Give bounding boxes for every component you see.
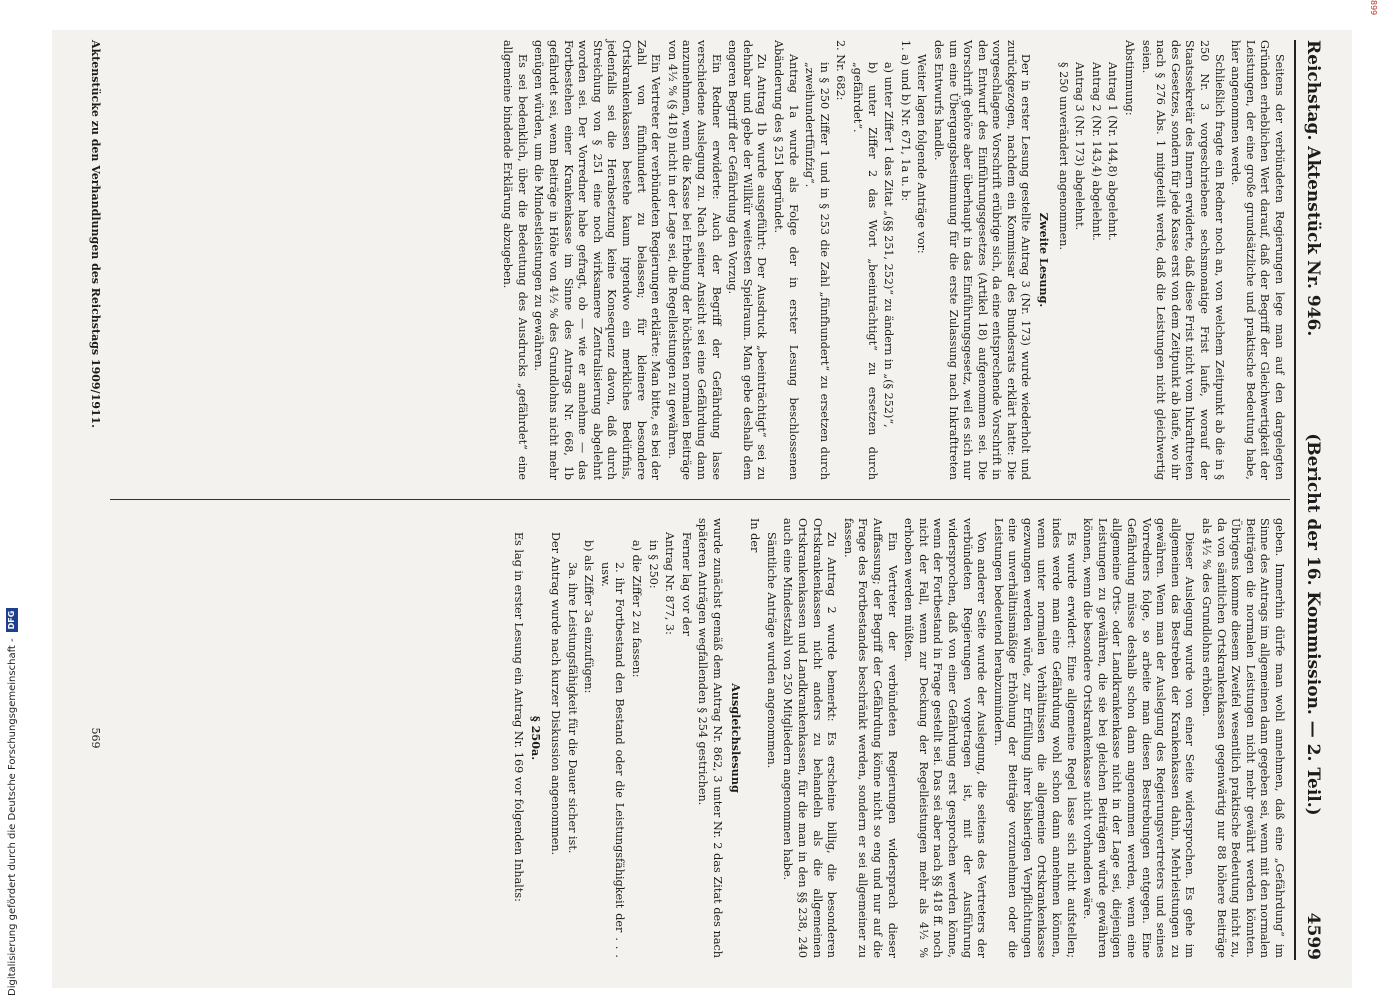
footer-left [89, 40, 102, 480]
dfg-logo: DFG [6, 608, 18, 633]
vote-line: Antrag 3 (Nr. 173) abgelehnt. [1073, 62, 1087, 231]
paragraph: Weiter lagen folgende Anträge vor: [915, 54, 929, 254]
list-item: 1. a) und b) Nr. 671, 1a u. b: [898, 40, 912, 202]
signature-number: 569 [89, 727, 102, 749]
section-heading: § 250a. [529, 715, 544, 761]
paragraph: Ein Vertreter der verbündeten Regierungen erklärte: Man bitte, es bei der Zahl von fünfhundert zu belassen; für kleinere besondere Ortskrankenkassen bestehe kaum irgendwo ein merkliches Bedürfnis, jedenfalls sei die Herabsetzung keine Konsequenz davon, daß durch Streichung von § 251 eine noch wirksamere Zentralisierung abgelehnt worden sei. Der Vorredner habe gefragt, ob — wie er annehme — das Fortbestehen einer Krankenkasse im Sinne des Antrags Nr. 668, 1b gefährdet sei, wenn Beiträge in Höhe von 4½ % des Grundlohns nicht mehr genügen würden, um die Mindestleistungen zu gewähren. [532, 40, 663, 480]
header-mid: (Bericht der 16. Kommission. — 2. Teil.) [1303, 433, 1323, 816]
section-heading: Ausgleichslesung [728, 683, 743, 793]
list-item: 2. Nr. 682: [834, 40, 848, 101]
paragraph: Antrag 1a wurde als Folge der in erster Lesung beschlossenen Abänderung des § 251 begründet. [772, 40, 800, 480]
paragraph: Seitens der verbündeten Regierungen lege man auf den dargelegten Gründen erheblichen Wert darauf, daß der Begriff der Gleichwertigkeit der Leistungen, der eine große grundsätzliche und praktische Bedeutung habe, hier angenommen werde. [1229, 40, 1286, 480]
paragraph: Sämtliche Anträge wurden angenommen. [764, 532, 778, 769]
section-heading: Zweite Lesung. [1037, 212, 1052, 308]
paragraph: Es sei bedenklich, über die Bedeutung des Ausdrucks „gefährdet“ eine allgemeine bindende Erklärung abzugeben. [501, 40, 529, 480]
paragraph: Es lag in erster Lesung ein Antrag Nr. 169 vor folgenden Inhalts: [511, 532, 525, 902]
paragraph: In der [748, 518, 762, 553]
paragraph: Zu Antrag 2 wurde bemerkt: Es erscheine billig, die besonderen Ortskrankenkassen nicht anders zu behandeln als die allgemeinen Ortskrankenkassen und Landkrankenkassen, für die man in den §§ 238, 240 auch eine Mindestzahl von 250 Mitgliedern angenommen habe. [781, 518, 839, 958]
list-item: 3a. ihre Leistungsfähigkeit für die Dauer sicher ist. [565, 562, 579, 854]
vote-line: § 250 unverändert angenommen. [1056, 62, 1070, 251]
list-item: 2. ihr Fortbestand den Bestand oder die Leistungsfähigkeit der . . . usw. [598, 562, 627, 958]
digitization-credit-strip [4, 20, 20, 996]
list-item: a) die Ziffer 2 zu fassen: [630, 540, 644, 678]
page-tag: 899 [1369, 0, 1378, 16]
paragraph: Antrag Nr. 877, 3: [663, 532, 677, 635]
list-item: b) unter Ziffer 2 das Wort „beeinträchtigt“ zu ersetzen durch „gefährdet“. [850, 62, 879, 480]
footer-right [89, 518, 102, 958]
header-left: Reichstag. Aktenstück Nr. 946. [1303, 40, 1323, 337]
paragraph: Von anderer Seite wurde der Auslegung, die seitens des Vertreters der verbündeten Regierungen vorgetragen ist, mit der Ausführung widersprochen, daß von einer Gefährdung erst gesprochen werden könne, wenn der Fortbestand in Frage gestellt sei. Das sei aber nach §§ 418 ff. noch nicht der Fall, wenn zur Deckung der Regelleistungen mehr als 4½ % erhoben werden müßten. [902, 518, 989, 958]
page-number: 4599 [1303, 912, 1323, 960]
list-item: b) als Ziffer 3a einzufügen: [582, 540, 596, 694]
paragraph: Es wurde erwidert: Eine allgemeine Regel lasse sich nicht aufstellen; indes werde man eine Gefährdung wohl schon dann annehmen können, wenn unter normalen Verhältnissen die allgemeine Ortskrankenkasse gezwungen werden würde, zur Erfüllung ihrer bisherigen Verpflichtungen eine unverhältnismäßige Erhöhung der Beiträge vorzunehmen oder die Leistungen bedeutend herabzumindern. [991, 518, 1078, 958]
left-column [498, 40, 1286, 480]
paragraph: Ein Vertreter der verbündeten Regierungen widersprach dieser Auffassung; der Begriff der Gefährdung könne nicht so eng und nur auf die Frage des Fortbestandes beschränkt werden, sondern er sei allgemeiner zu fassen. [841, 518, 899, 958]
paragraph: Der in erster Lesung gestellte Antrag 3 (Nr. 173) wurde wiederholt und zurückgezogen, nachdem ein Kommissar des Bundesrats erklärt hatte: Die vorgeschlagene Vorschrift erübrige sich, da eine entsprechende Vorschrift in den Entwurf des Einführungsgesetzes (Artikel 18) aufgenommen sei. Die Vorschrift gehöre aber überhaupt in das Einführungsgesetz, weil es sich nur um eine Übergangsbestimmung für die erste Zulassung nach Inkrafttreten des Entwurfs handle. [931, 40, 1033, 480]
paragraph: Zu Antrag 1b wurde ausgeführt: Der Ausdruck „beeinträchtigt“ sei zu dehnbar und gebe der Willkür weitesten Spielraum. Man gebe deshalb dem engeren Begriff der Gefährdung den Vorzug. [726, 40, 769, 480]
footer-label: Aktenstücke zu den Verhandlungen des Reichstags 1909/1911. [89, 40, 102, 428]
right-column [508, 518, 1286, 958]
paragraph: wurde zunächst gemäß dem Antrag Nr. 862, 3 unter Nr. 2 das Zitat des nach späteren Anträgen wegfallenden § 254 gestrichen. [696, 518, 725, 958]
vote-line: Antrag 1 (Nr. 144,8) abgelehnt. [1106, 62, 1120, 241]
paragraph: Dieser Auslegung wurde von einer Seite widersprochen. Es gehe im allgemeinen das Bestreben der Krankenkassen dahin, Mehrleistungen zu gewähren. Wenn man der Auslegung des Regierungsvertreters und seines Vorredners folge, so arbeite man diesen Bestrebungen entgegen. Eine Gefährdung müsse deshalb schon dann angenommen werden, wenn eine allgemeine Orts- oder Landkrankenkasse nicht in der Lage sei, diejenigen Leistungen zu gewähren, die sie bei gleichen Beiträgen würde gewähren können, wenn die besondere Ortskrankenkasse nicht vorhanden wäre. [1081, 518, 1197, 958]
list-item: a) unter Ziffer 1 das Zitat „(§§ 251, 252)“ zu ändern in „(§ 252)“, [882, 62, 896, 428]
paragraph: Ferner lag vor der [679, 532, 693, 636]
list-item: in § 250 Ziffer 1 und in § 253 die Zahl „fünfhundert“ zu ersetzen durch „zweihundertfünfzig“. [803, 62, 831, 480]
credit-text: Digitalisierung gefördert durch die Deutsche Forschungsgemeinschaft - [6, 638, 18, 996]
paragraph: Der Antrag wurde nach kurzer Diskussion angenommen. [549, 532, 563, 856]
rotated-page-content [80, 40, 1330, 960]
paragraph: Schließlich fragte ein Redner noch an, von welchem Zeitpunkt ab die in § 250 Nr. 3 vorgeschriebene sechsmonatige Frist laufe, worauf der Staatssekretär des Innern erwiderte, daß diese Frist nicht vom Inkrafttreten des Gesetzes, sondern für jede Kasse erst von dem Zeitpunkt ab laufe, wo ihr nach § 276 Abs. 1 mitgeteilt werde, daß die Leistungen nicht gleichwertig seien. [1139, 40, 1226, 480]
page-header [1294, 40, 1330, 960]
paragraph: Abstimmung: [1123, 40, 1137, 116]
paragraph: geben. Immerhin dürfe man wohl annehmen, daß eine „Gefährdung“ im Sinne des Antrags im allgemeinen dann gegeben sei, wenn mit den normalen Beiträgen die normalen Leistungen nicht mehr gewährt werden könnten. Übrigens komme diesem Zweifel wesentlich praktische Bedeutung nicht zu, da von sämtlichen Ortskrankenkassen gegenwärtig nur 88 höhere Beiträge als 4½ % des Grundlohns erhöben. [1200, 518, 1286, 958]
column-divider [110, 499, 1290, 500]
list-item: in § 250: [646, 540, 660, 589]
vote-line: Antrag 2 (Nr. 143,4) abgelehnt. [1089, 62, 1103, 241]
paragraph: Ein Redner erwiderte: Auch der Begriff der Gefährdung lasse verschiedene Auslegung zu. Nach seiner Ansicht sei eine Gefährdung dann anzunehmen, wenn die Kasse bei Erhebung der höchsten normalen Beiträge von 4½ % (§ 418) nicht in der Lage sei, die Regelleistungen zu gewähren. [665, 40, 723, 480]
